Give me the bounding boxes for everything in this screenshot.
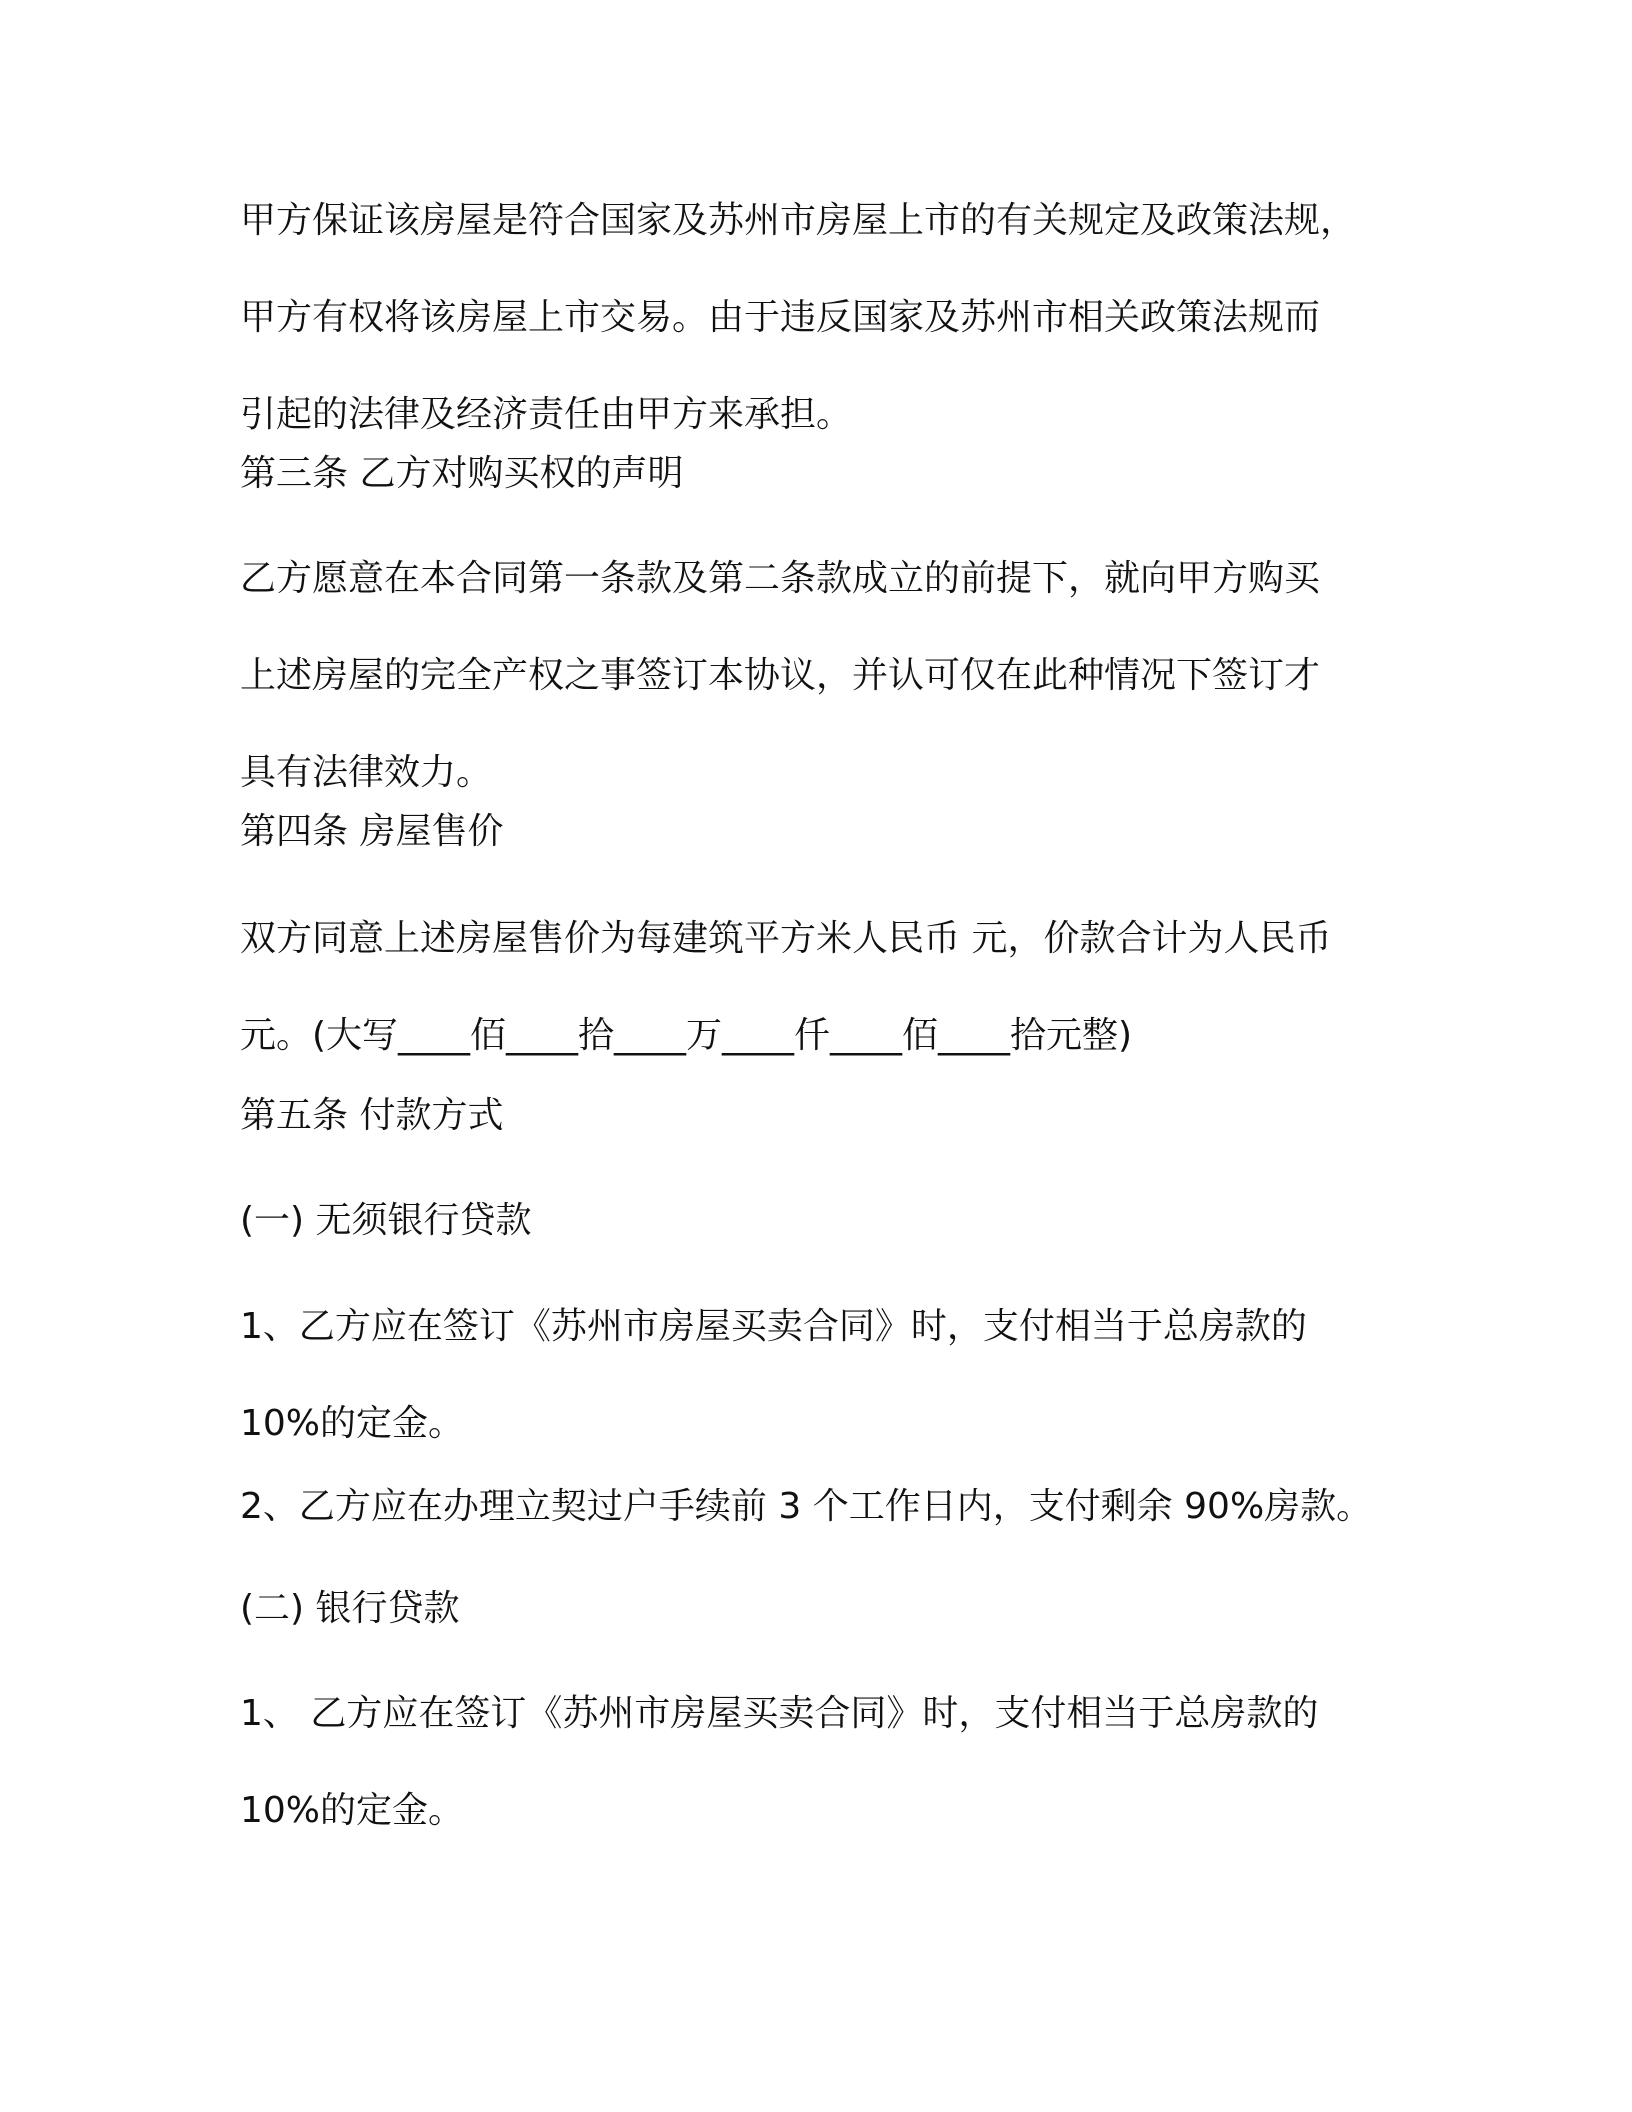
heading-article-4 [240,783,1420,880]
paragraph-buyer-declaration [240,530,1420,821]
text-line: 乙方愿意在本合同第一条款及第二条款成立的前提下，就向甲方购买 [240,558,1321,599]
paragraph-house-price [240,890,1420,1084]
text-line: 2、乙方应在办理立契过户手续前 3 个工作日内，支付剩余 90%房款。 [240,1486,1373,1527]
text-line: 引起的法律及经济责任由甲方来承担。 [240,394,853,435]
section-heading: 第三条 乙方对购买权的声明 [240,453,684,494]
text-line: 1、 乙方应在签订《苏州市房屋买卖合同》时，支付相当于总房款的 [240,1693,1319,1734]
text-line: 具有法律效力。 [240,752,493,793]
paragraph-no-loan-item-2 [240,1458,1420,1555]
sub-heading: (二) 银行贷款 [240,1588,460,1629]
subheading-no-loan [240,1172,1420,1269]
text-line: 元。(大写____佰____拾____万____仟____佰____拾元整) [240,1015,1133,1056]
subheading-bank-loan [240,1560,1420,1657]
text-line: 10%的定金。 [240,1403,465,1444]
paragraph-bank-loan-item-1 [240,1665,1420,1859]
section-heading: 第五条 付款方式 [240,1095,504,1136]
text-line: 双方同意上述房屋售价为每建筑平方米人民币 元，价款合计为人民币 [240,918,1332,959]
section-heading: 第四条 房屋售价 [240,811,504,852]
paragraph-no-loan-item-1 [240,1278,1420,1472]
text-line: 上述房屋的完全产权之事签订本协议，并认可仅在此种情况下签订才 [240,655,1321,696]
text-line: 1、乙方应在签订《苏州市房屋买卖合同》时，支付相当于总房款的 [240,1306,1307,1347]
sub-heading: (一) 无须银行贷款 [240,1200,532,1241]
paragraph-seller-guarantee [240,172,1420,463]
heading-article-3 [240,425,1420,522]
text-line: 甲方保证该房屋是符合国家及苏州市房屋上市的有关规定及政策法规， [240,200,1357,241]
text-line: 10%的定金。 [240,1790,465,1831]
text-line: 甲方有权将该房屋上市交易。由于违反国家及苏州市相关政策法规而 [240,297,1321,338]
heading-article-5 [240,1067,1420,1164]
